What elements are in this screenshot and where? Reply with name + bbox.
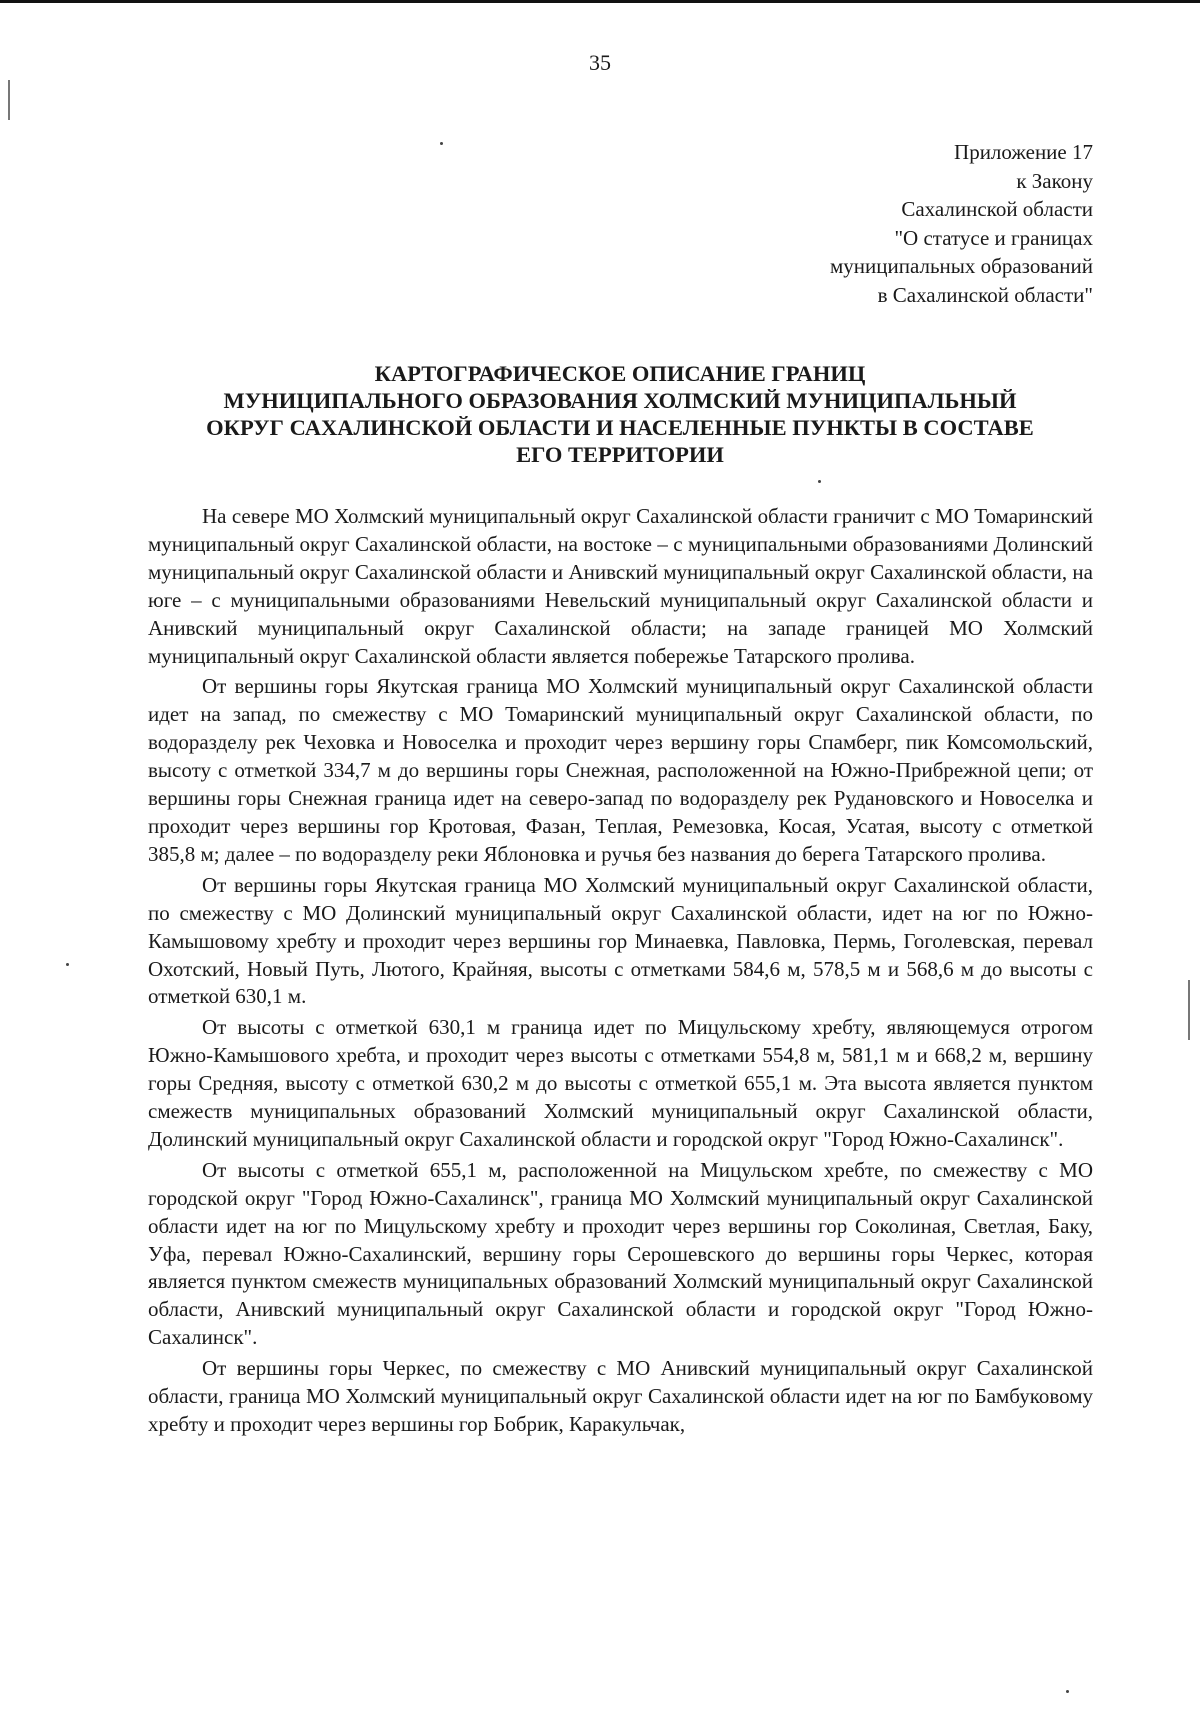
scan-top-border (0, 0, 1200, 3)
appendix-reference (830, 138, 1093, 310)
appendix-line: к Закону (1016, 168, 1093, 193)
paragraph-yuzhno-sakhalinsk-border: От высоты с отметкой 655,1 м, расположенной на Мицульском хребте, по смежеству с МО городской округ "Город Южно-Сахалинск", граница МО Холмский муниципальный округ Сахалинской области идет на юг по Мицульскому хребту и проходит через вершины гор Соколиная, Светлая, Баку, Уфа, перевал Южно-Сахалинский, вершину горы Серошевского до вершины горы Черкес, которая является пунктом смежеств муниципальных образований Холмский муниципальный округ Сахалинской области, Анивский муниципальный округ Сахалинской области и городской округ "Город Южно-Сахалинск". (148, 1157, 1093, 1350)
scan-speck (818, 480, 821, 483)
appendix-line: муниципальных образований (830, 254, 1093, 279)
title-line: МУНИЦИПАЛЬНОГО ОБРАЗОВАНИЯ ХОЛМСКИЙ МУНИЦИПАЛЬНЫЙ (223, 388, 1017, 413)
document-body (148, 503, 1093, 1442)
title-line: КАРТОГРАФИЧЕСКОЕ ОПИСАНИЕ ГРАНИЦ (374, 361, 866, 386)
scan-speck (66, 963, 69, 966)
scan-right-edge-mark (1188, 980, 1190, 1040)
appendix-line: "О статусе и границах (894, 225, 1093, 250)
title-line: ОКРУГ САХАЛИНСКОЙ ОБЛАСТИ И НАСЕЛЕННЫЕ ПУНКТЫ В СОСТАВЕ (206, 415, 1034, 440)
paragraph-mitsulsky-ridge: От высоты с отметкой 630,1 м граница идет по Мицульскому хребту, являющемуся отрогом Южно-Камышового хребта, и проходит через высоты с отметками 554,8 м, 581,1 м и 668,2 м, вершину горы Средняя, высоту с отметкой 630,2 м до высоты с отметкой 655,1 м. Эта высота является пунктом смежеств муниципальных образований Холмский муниципальный округ Сахалинской области, Долинский муниципальный округ Сахалинской области и городской округ "Город Южно-Сахалинск". (148, 1015, 1093, 1151)
appendix-line: Приложение 17 (954, 140, 1093, 164)
paragraph-north-border: На севере МО Холмский муниципальный округ Сахалинской области граничит с МО Томаринский муниципальный округ Сахалинской области, на востоке – с муниципальными образованиями Долинский муниципальный округ Сахалинской области и Анивский муниципальный округ Сахалинской области, на юге – с муниципальными образованиями Невельский муниципальный округ Сахалинской области и Анивский муниципальный округ Сахалинской области; на западе границей МО Холмский муниципальный округ Сахалинской области является побережье Татарского пролива. (148, 504, 1093, 668)
page-number: 35 (589, 50, 611, 75)
paragraph-dolinsky-border: От вершины горы Якутская граница МО Холмский муниципальный округ Сахалинской области, по смежеству с МО Долинский муниципальный округ Сахалинской области, идет на юг по Южно-Камышовому хребту и проходит через вершины гор Минаевка, Павловка, Пермь, Гоголевская, перевал Охотский, Новый Путь, Лютого, Крайняя, высоты с отметками 584,6 м, 578,5 м и 568,6 м до высоты с отметкой 630,1 м. (148, 872, 1093, 1009)
paragraph-anivsky-border: От вершины горы Черкес, по смежеству с МО Анивский муниципальный округ Сахалинской области, граница МО Холмский муниципальный округ Сахалинской области идет на юг по Бамбуковому хребту и проходит через вершины гор Бобрик, Каракульчак, (148, 1356, 1093, 1436)
scan-speck (440, 142, 443, 145)
appendix-line: Сахалинской области (901, 197, 1093, 222)
scan-speck (1066, 1690, 1069, 1693)
appendix-line: в Сахалинской области" (877, 282, 1093, 307)
title-line: ЕГО ТЕРРИТОРИИ (516, 442, 724, 467)
paragraph-west-border: От вершины горы Якутская граница МО Холмский муниципальный округ Сахалинской области идет на запад, по смежеству с МО Томаринский муниципальный округ Сахалинской области, по водоразделу рек Чеховка и Новоселка и проходит через вершину горы Спамберг, пик Комсомольский, высоту с отметкой 334,7 м до вершины горы Снежная, расположенной на Южно-Прибрежной цепи; от вершины горы Снежная граница идет на северо-запад по водоразделу рек Рудановского и Новоселка и проходит через вершины гор Кротовая, Фазан, Теплая, Ремезовка, Косая, Усатая, высоту с отметкой 385,8 м; далее – по водоразделу реки Яблоновка и ручья без названия до берега Татарского пролива. (148, 674, 1093, 866)
document-title (150, 360, 1090, 468)
scan-left-edge-mark (8, 80, 10, 120)
